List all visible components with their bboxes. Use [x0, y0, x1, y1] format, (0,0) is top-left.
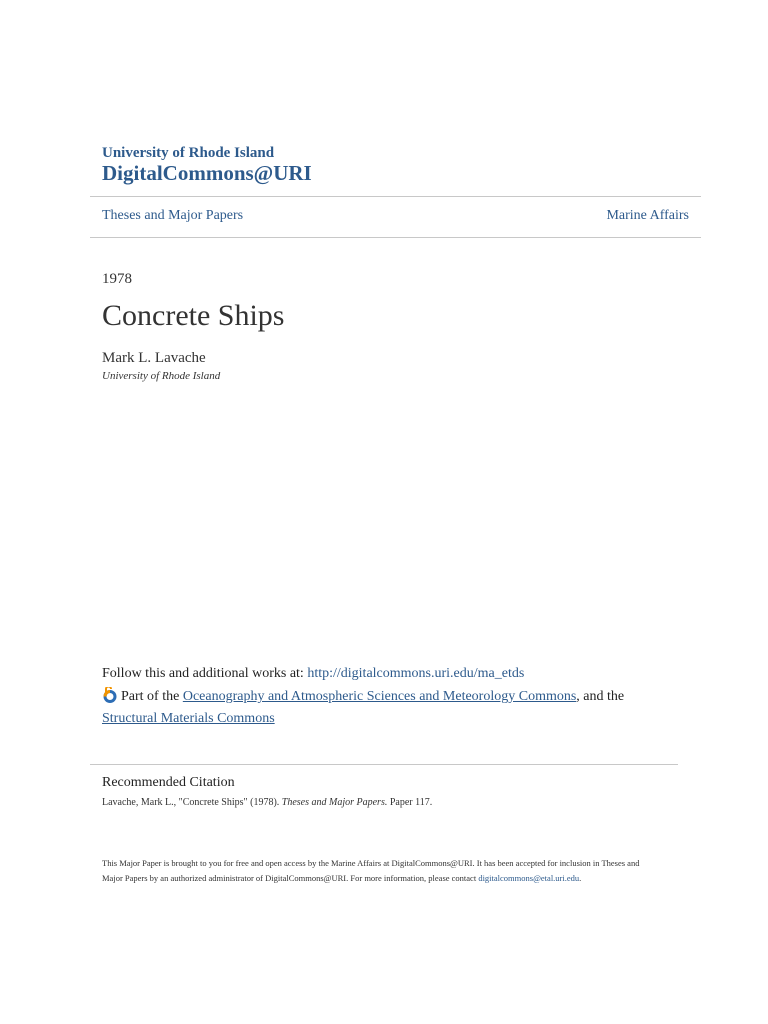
part-of-prefix: Part of the [121, 689, 183, 704]
footer-notice [102, 856, 662, 886]
part-of-line [102, 687, 662, 728]
citation-series: Theses and Major Papers. [281, 797, 388, 808]
institution-name: University of Rhode Island [102, 145, 275, 161]
footer-text: This Major Paper is brought to you for free and open access by the Marine Affairs at DigitalCommons@URI. It has been accepted for inclusion in Theses and Major Papers by an authorized administrator of DigitalCommons@URI. For more information, please contact [102, 858, 640, 883]
follow-prefix: Follow this and additional works at: [102, 666, 308, 681]
collection-link[interactable]: Theses and Major Papers [102, 208, 244, 223]
citation-text-2: Paper 117. [387, 797, 433, 808]
oceanography-commons-link[interactable]: Oceanography and Atmospheric Sciences and Meteorology Commons [182, 689, 577, 704]
header-divider-bottom [90, 237, 701, 238]
header-divider-top [90, 196, 701, 197]
author-affiliation: University of Rhode Island [102, 370, 221, 382]
publication-year: 1978 [102, 271, 132, 287]
department-link[interactable]: Marine Affairs [606, 208, 689, 223]
citation-heading: Recommended Citation [102, 775, 235, 790]
repository-name[interactable]: DigitalCommons@URI [102, 161, 312, 185]
footer-end: . [579, 873, 582, 883]
part-of-middle: , and the [576, 689, 625, 704]
follow-line [102, 665, 524, 683]
author-name: Mark L. Lavache [102, 350, 206, 366]
structural-materials-commons-link[interactable]: Structural Materials Commons [102, 711, 275, 726]
collection-url-link[interactable]: http://digitalcommons.uri.edu/ma_etds [307, 666, 525, 681]
paper-title: Concrete Ships [102, 299, 285, 332]
citation-text-1: Lavache, Mark L., "Concrete Ships" (1978). [102, 797, 282, 808]
open-access-icon [102, 687, 118, 709]
citation-divider [90, 764, 678, 765]
citation-text [102, 796, 432, 809]
contact-email-link[interactable]: digitalcommons@etal.uri.edu [478, 873, 580, 883]
